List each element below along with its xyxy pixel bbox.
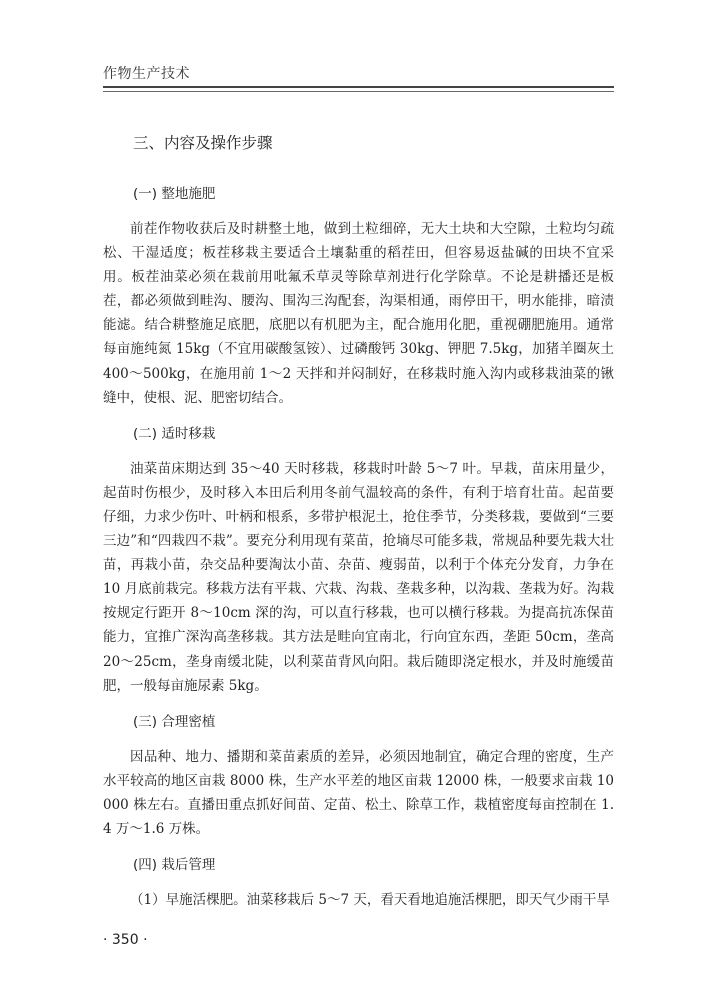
subsection-1 <box>103 182 614 410</box>
paragraph: 因品种、地力、播期和菜苗素质的差异，必须因地制宜，确定合理的密度，生产水平较高的地区亩栽 8000 株，生产水平差的地区亩栽 12000 株，一般要求亩栽 10000 株左右。直播田重点抓好间苗、定苗、松土、除草工作，栽植密度每亩控制在 1.4 万～1.6 万株。 <box>103 748 614 837</box>
subsection-title: (二) 适时移栽 <box>133 425 216 442</box>
section-title: 三、内容及操作步骤 <box>133 134 273 152</box>
header-rule-thin <box>103 91 614 92</box>
paragraph: （1）早施活棵肥。油菜移栽后 5～7 天，看天看地追施活棵肥，即天气少雨干旱 <box>130 892 610 909</box>
subsection-4 <box>103 853 614 912</box>
page-number: · 350 · <box>103 932 148 948</box>
subsection-3 <box>103 710 614 841</box>
subsection-title: (三) 合理密植 <box>133 713 216 730</box>
subsection-title: (四) 栽后管理 <box>133 857 216 874</box>
running-header: 作物生产技术 <box>103 66 190 82</box>
page-body <box>103 130 614 912</box>
header-rule-thick <box>103 86 614 88</box>
paragraph: 油菜苗床期达到 35～40 天时移栽，移栽时叶龄 5～7 叶。早栽，苗床用量少，起苗时伤根少，及时移入本田后利用冬前气温较高的条件，有利于培育壮苗。起苗要仔细，力求少伤叶、叶柄和根系，多带护根泥土，抢住季节，分类移栽，要做到“三要三边”和“四栽四不栽”。要充分利用现有菜苗，抢墒尽可能多栽，常规品种要先栽大壮苗，再栽小苗，杂交品种要淘汰小苗、杂苗、瘦弱苗，以利于个体充分发育，力争在 10 月底前栽完。移栽方法有平栽、穴栽、沟栽、垄栽多种，以沟栽、垄栽为好。沟栽按规定行距开 8～10cm 深的沟，可以直行移栽，也可以横行移栽。为提高抗冻保苗能力，宜推广深沟高垄移栽。其方法是畦向宜南北，行向宜东西，垄距 50cm，垄高 20～25cm，垄身南缓北陡，以利菜苗背风向阳。栽后随即浇定根水，并及时施缓苗肥，一般每亩施尿素 5kg。 <box>103 460 614 694</box>
subsection-title: (一) 整地施肥 <box>133 186 216 202</box>
subsection-2 <box>103 422 614 698</box>
paragraph: 前茬作物收获后及时耕整土地，做到土粒细碎，无大土块和大空隙，土粒均匀疏松、干湿适度；板茬移栽主要适合土壤黏重的稻茬田，但容易返盐碱的田块不宜采用。板茬油菜必须在栽前用吡氟禾草灵等除草剂进行化学除草。不论是耕播还是板茬，都必须做到畦沟、腰沟、围沟三沟配套，沟渠相通，雨停田干，明水能排，暗渍能滤。结合耕整施足底肥，底肥以有机肥为主，配合施用化肥，重视硼肥施用。通常每亩施纯氮 15kg（不宜用碳酸氢铵）、过磷酸钙 30kg、钾肥 7.5kg，加猪羊圈灰土 400～500kg，在施用前 1～2 天拌和并闷制好，在移栽时施入沟内或移栽油菜的锹缝中，使根、泥、肥密切结合。 <box>103 221 614 406</box>
